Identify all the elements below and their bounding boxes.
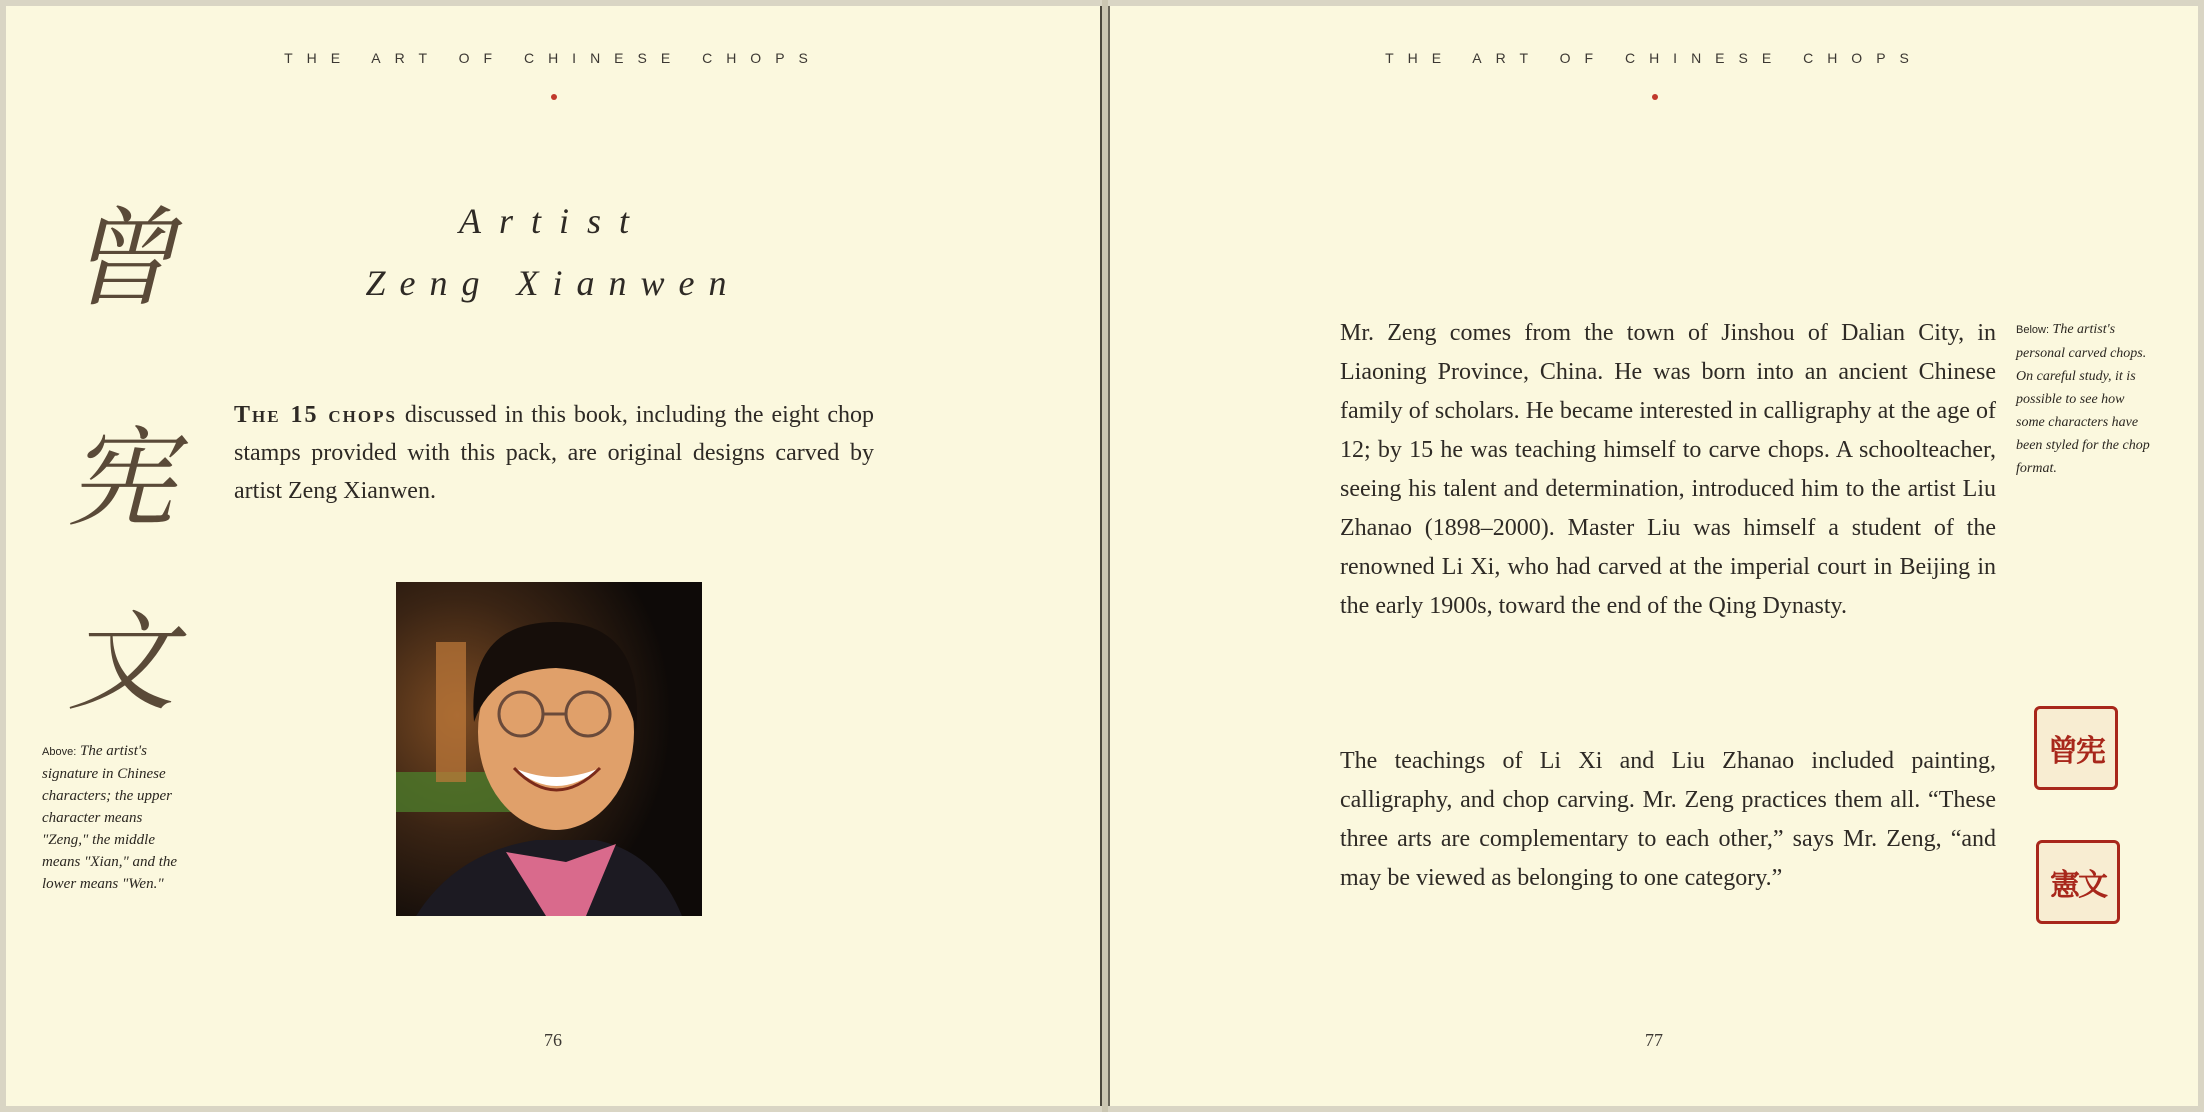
signature-char-zeng: 曾 bbox=[66, 197, 175, 322]
running-head: THE ART OF CHINESE CHOPS bbox=[284, 50, 822, 66]
caption-text: The artist's signature in Chinese characters; the upper character means "Zeng," the middle means "Xian," and the lower means "Wen." bbox=[42, 743, 178, 892]
intro-paragraph bbox=[234, 396, 874, 510]
page-number: 76 bbox=[544, 1030, 562, 1050]
seal-stamp-1: 曾宪 bbox=[2034, 706, 2118, 790]
right-page bbox=[1108, 6, 2198, 1106]
page-number: 77 bbox=[1645, 1030, 1663, 1050]
signature-char-xian: 宪 bbox=[66, 417, 175, 542]
body-paragraph-1: Mr. Zeng comes from the town of Jinshou of Dalian City, in Liaoning Province, China. He was born into an ancient Chinese family of scholars. He became interested in calligraphy at the age of 12; by 15 he was teaching himself to carve chops. A schoolteacher, seeing his talent and determination, introduced him to the artist Liu Zhanao (1898–2000). Master Liu was himself a student of the renowned Li Xi, who had carved at the imperial court in Beijing in the early 1900s, toward the end of the Qing Dynasty. bbox=[1340, 320, 1996, 619]
ornament-dot bbox=[1652, 94, 1658, 100]
body-paragraph-2: The teachings of Li Xi and Liu Zhanao included painting, calligraphy, and chop carving. Mr. Zeng practices them all. “These three arts are complementary to each other,” says Mr. Zeng, “and may be viewed as belonging to one category.” bbox=[1340, 748, 1996, 891]
chops-caption bbox=[2016, 318, 2156, 480]
caption-label: Above: bbox=[42, 746, 77, 758]
running-head: THE ART OF CHINESE CHOPS bbox=[1385, 50, 1923, 66]
signature-char-wen: 文 bbox=[66, 601, 175, 726]
intro-rest: discussed in this book, including the eight chop stamps provided with this pack, are original designs carved by artist Zeng Xianwen. bbox=[234, 402, 874, 504]
signature-caption bbox=[42, 740, 192, 895]
ornament-dot bbox=[551, 94, 557, 100]
caption-label: Below: bbox=[2016, 324, 2050, 336]
seal-stamp-2: 憲文 bbox=[2036, 840, 2120, 924]
title-artist: Artist bbox=[458, 201, 647, 241]
intro-lead: The 15 chops bbox=[234, 402, 397, 428]
caption-text: The artist's personal carved chops. On careful study, it is possible to see how some characters have been styled for the chop format. bbox=[2016, 322, 2150, 476]
title-artist-name: Zeng Xianwen bbox=[365, 263, 741, 303]
artist-photo bbox=[396, 582, 702, 916]
left-page bbox=[6, 6, 1102, 1106]
